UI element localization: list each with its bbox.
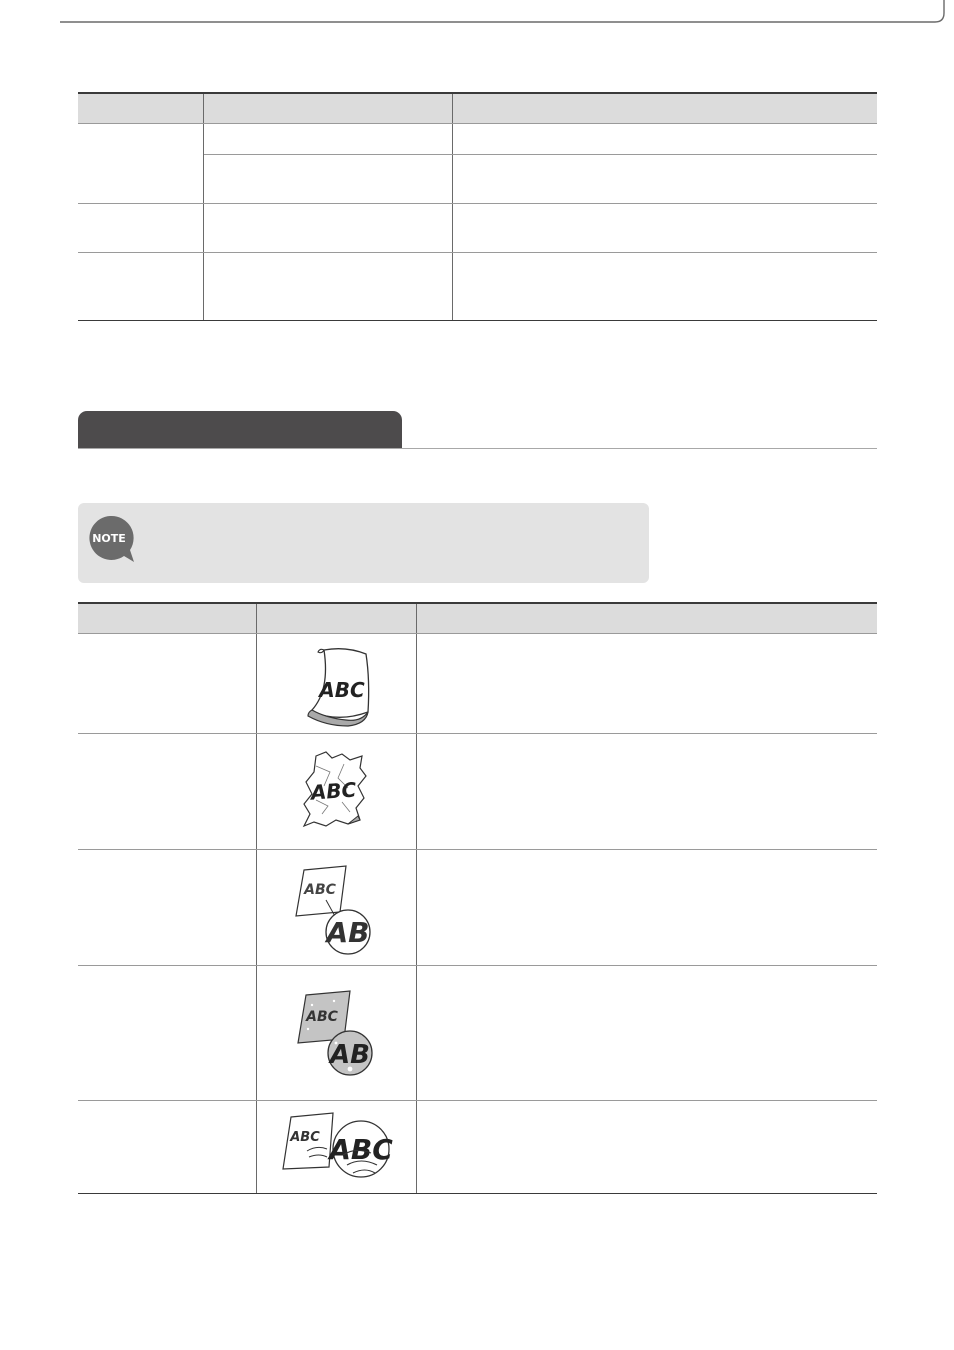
table-row (78, 966, 877, 1101)
page-top-rule (0, 0, 954, 60)
table-cell (416, 966, 877, 1101)
table-row (78, 204, 877, 253)
table-cell (256, 734, 416, 850)
table-cell (203, 124, 452, 155)
smudged-print-zoom-text: ABC (329, 1133, 393, 1166)
table-cell (78, 634, 256, 734)
table-row (78, 1101, 877, 1194)
table-row (78, 734, 877, 850)
top-table (78, 92, 877, 321)
table-row (78, 253, 877, 321)
table-cell (416, 1101, 877, 1194)
table-cell (416, 850, 877, 966)
spotted-print-illustration (286, 985, 386, 1081)
top-table-header-cell (78, 93, 203, 124)
table-cell (256, 1101, 416, 1194)
wrinkled-paper-text: ABC (310, 776, 357, 805)
table-row (78, 634, 877, 734)
table-cell (78, 204, 203, 253)
paper-table-header-cell (416, 603, 877, 634)
table-cell (416, 634, 877, 734)
table-cell (256, 966, 416, 1101)
note-icon (84, 513, 136, 565)
section-heading-tab (78, 411, 402, 449)
table-cell (78, 124, 203, 204)
table-cell (203, 155, 452, 204)
faded-print-zoom-text: AB (326, 915, 370, 949)
wrinkled-paper-illustration (286, 742, 386, 842)
curled-paper-text: ABC (319, 677, 365, 702)
table-cell (452, 204, 877, 253)
table-cell (78, 850, 256, 966)
paper-table-header-cell (256, 603, 416, 634)
table-row (78, 850, 877, 966)
paper-problems-table (78, 602, 877, 1194)
table-cell (203, 204, 452, 253)
curled-paper-illustration (286, 640, 386, 728)
table-cell (256, 850, 416, 966)
spotted-print-page-text: ABC (306, 1009, 338, 1025)
table-cell (78, 734, 256, 850)
note-icon-label: NOTE (92, 532, 126, 545)
table-cell (452, 253, 877, 321)
table-row (78, 124, 877, 155)
table-cell (78, 1101, 256, 1194)
spotted-print-zoom-text: AB (330, 1040, 370, 1070)
top-table-header-cell (452, 93, 877, 124)
table-cell (416, 734, 877, 850)
table-cell (452, 124, 877, 155)
smudged-print-illustration (277, 1107, 395, 1187)
top-table-header-row (78, 93, 877, 124)
table-cell (452, 155, 877, 204)
paper-table-header-cell (78, 603, 256, 634)
note-box (78, 503, 649, 583)
top-table-header-cell (203, 93, 452, 124)
section-divider (78, 448, 877, 449)
faded-print-page-text: ABC (304, 881, 336, 898)
paper-table-header-row (78, 603, 877, 634)
table-cell (203, 253, 452, 321)
faded-print-illustration (286, 860, 386, 956)
smudged-print-page-text: ABC (290, 1130, 320, 1145)
table-cell (78, 966, 256, 1101)
table-cell (256, 634, 416, 734)
table-cell (78, 253, 203, 321)
